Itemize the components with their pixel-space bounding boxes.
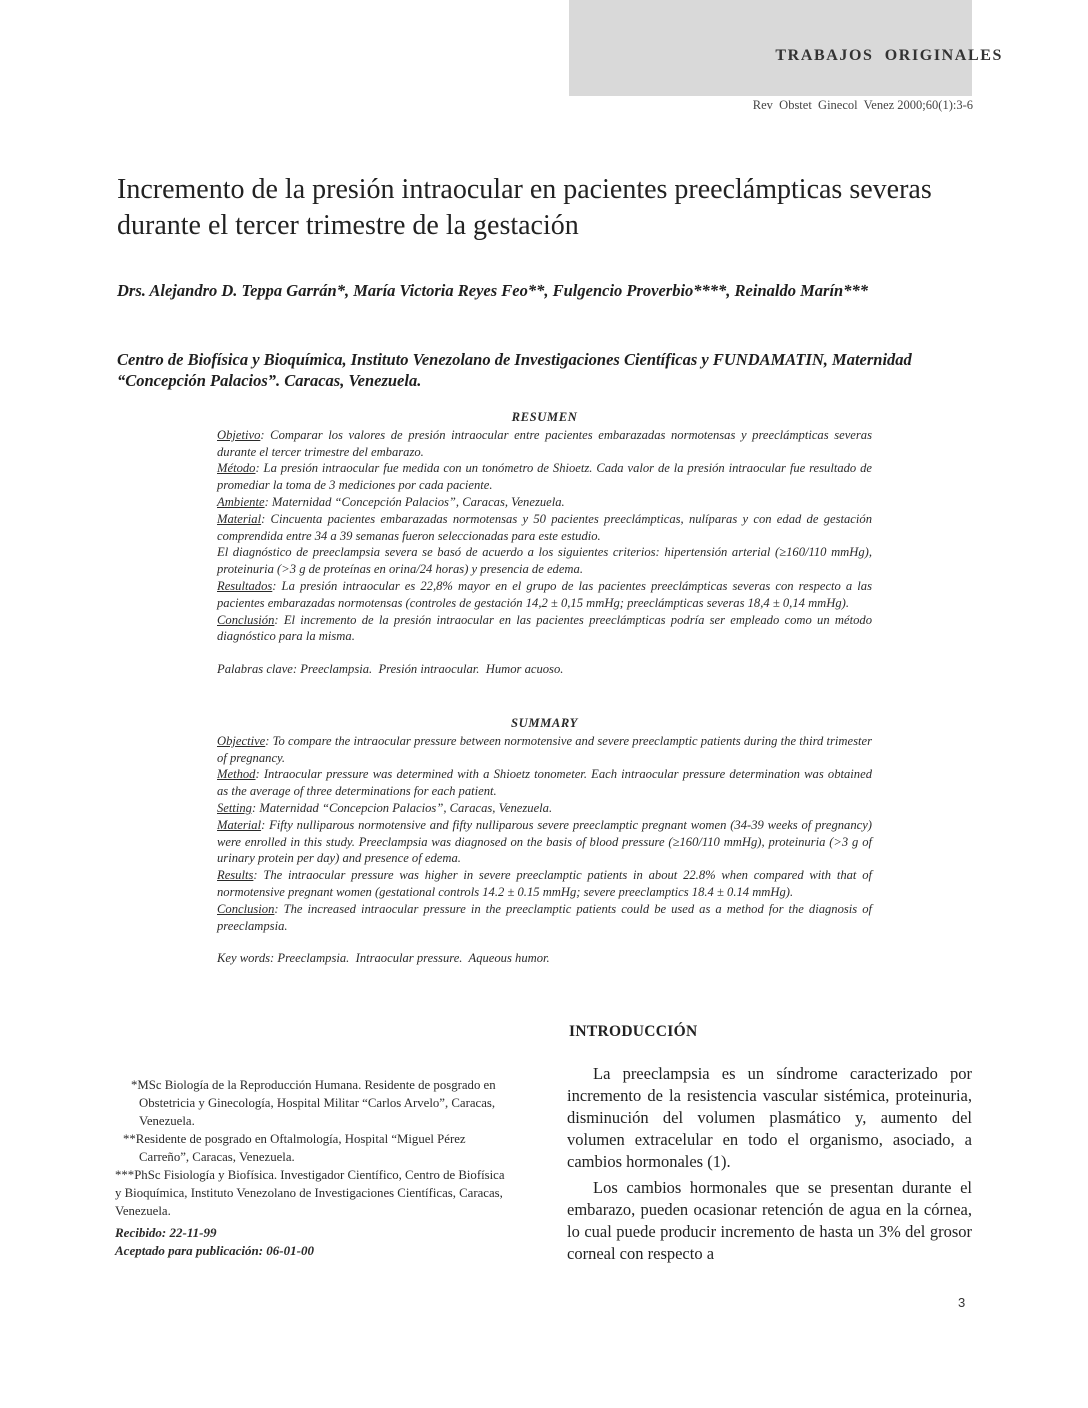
- resumen-metodo: [217, 460, 872, 494]
- received-date: Recibido: 22-11-99: [115, 1225, 217, 1240]
- resumen-ambiente-text: : Maternidad “Concepción Palacios”, Caracas, Venezuela.: [264, 494, 565, 509]
- summary-method-text: : Intraocular pressure was determined with a Shioetz tonometer. Each intraocular pressure determination was obtained as the average of three determinations for each patient.: [217, 767, 872, 799]
- journal-citation: Rev Obstet Ginecol Venez 2000;60(1):3-6: [752, 98, 973, 112]
- summary-conclusion-text: : The increased intraocular pressure in the preeclamptic patients could be used as a method for the diagnosis of preeclampsia.: [217, 901, 872, 933]
- submission-dates: [115, 1224, 314, 1259]
- resumen-ambiente-label: Ambiente: [217, 494, 265, 509]
- author-footnotes: [115, 1076, 510, 1220]
- summary-block: [217, 715, 872, 967]
- resumen-conclusion: [217, 612, 872, 646]
- summary-material-label: Material: [217, 817, 262, 832]
- resumen-objetivo-text: : Comparar los valores de presión intraocular entre pacientes embarazadas normotensas y preeclámpticas severas durante el tercer trimestre del embarazo.: [217, 427, 872, 459]
- introduction-heading: INTRODUCCIÓN: [569, 1023, 698, 1040]
- summary-setting-label: Setting: [217, 800, 252, 815]
- resumen-diagnostico-text: El diagnóstico de preeclampsia severa se basó de acuerdo a los siguientes criterios: hipertensión arterial (≥160/110 mmHg), proteinuria (>3 g de proteínas en orina/24 horas) y presencia de edema.: [217, 545, 872, 577]
- summary-setting-text: : Maternidad “Concepcion Palacios”, Caracas, Venezuela.: [251, 800, 553, 815]
- summary-material: [217, 817, 872, 867]
- resumen-keywords: Palabras clave: Preeclampsia. Presión intraocular. Humor acuoso.: [217, 662, 564, 677]
- summary-objective-label: Objective: [217, 733, 266, 748]
- footnote-2: **Residente de posgrado en Oftalmología, Hospital “Miguel Pérez Carreño”, Caracas, Venezuela.: [123, 1132, 466, 1164]
- resumen-objetivo-label: Objetivo: [217, 427, 261, 442]
- resumen-material-label: Material: [217, 511, 262, 526]
- resumen-conclusion-label: Conclusión: [217, 612, 275, 627]
- resumen-objetivo: [217, 427, 872, 461]
- resumen-material: [217, 511, 872, 545]
- resumen-heading: RESUMEN: [511, 410, 578, 424]
- resumen-conclusion-text: : El incremento de la presión intraocular en las pacientes preeclámpticas podría ser empleado como un método diagnóstico para la misma.: [217, 612, 872, 644]
- summary-method: [217, 766, 872, 800]
- page-number: 3: [958, 1295, 966, 1310]
- footnote-1: *MSc Biología de la Reproducción Humana. Residente de posgrado en Obstetricia y Ginecología, Hospital Militar “Carlos Arvelo”, Caracas, Venezuela.: [131, 1078, 496, 1128]
- resumen-diagnostico: [217, 544, 872, 578]
- summary-results-label: Results: [217, 868, 254, 883]
- introduction-paragraph-1: La preeclampsia es un síndrome caracterizado por incremento de la resistencia vascular sistémica, proteinuria, disminución del volumen plasmático y, aumento del volumen extracelular en todo el organismo, asociado, a cambios hormonales (1).: [567, 1064, 972, 1171]
- summary-conclusion-label: Conclusion: [217, 901, 275, 916]
- summary-material-text: : Fifty nulliparous normotensive and fifty nulliparous severe preeclamptic pregnant women (34-39 weeks of pregnancy) were enrolled in this study. Preeclampsia was diagnosed on the basis of blood pressure (≥160/110 mmHg), proteinuria (>3 g of urinary protein per day) and presence of edema.: [217, 817, 872, 866]
- accepted-date: Aceptado para publicación: 06-01-00: [115, 1242, 314, 1258]
- resumen-ambiente: [217, 494, 872, 511]
- summary-heading: SUMMARY: [511, 716, 578, 730]
- introduction-paragraph-2: Los cambios hormonales que se presentan durante el embarazo, pueden ocasionar retención de agua en la córnea, lo cual puede producir incremento de hasta un 3% del grosor corneal con respecto a: [567, 1178, 972, 1263]
- resumen-material-text: : Cincuenta pacientes embarazadas normotensas y 50 pacientes preeclámpticas, nulíparas y con edad de gestación comprendida entre 34 a 39 semanas fueron seleccionadas para este estudio.: [217, 511, 872, 543]
- article-title: Incremento de la presión intraocular en pacientes preeclámpticas severas durante el tercer trimestre de la gestación: [117, 174, 932, 241]
- resumen-resultados-label: Resultados: [217, 578, 273, 593]
- summary-keywords: Key words: Preeclampsia. Intraocular pressure. Aqueous humor.: [217, 951, 550, 966]
- resumen-resultados: [217, 578, 872, 612]
- summary-objective-text: : To compare the intraocular pressure between normotensive and severe preeclamptic patients during the third trimester of pregnancy.: [217, 733, 872, 765]
- summary-method-label: Method: [217, 767, 256, 782]
- summary-results-text: : The intraocular pressure was higher in severe preeclamptic patients in about 22.8% when compared with that of normotensive pregnant women (gestational controls 14.2 ± 0.15 mmHg; severe preeclamptics 18.4 ± 0.14 mmHg).: [217, 868, 872, 899]
- summary-setting: [217, 800, 872, 817]
- introduction-body: [567, 1063, 972, 1265]
- summary-results: [217, 867, 872, 901]
- summary-objective: [217, 733, 872, 767]
- resumen-resultados-text: : La presión intraocular es 22,8% mayor en el grupo de las pacientes preeclámpticas severas con respecto a las pacientes embarazadas normotensas (controles de gestación 14,2 ± 0,15 mmHg; preeclámpticas severas 18,4 ± 0,14 mmHg).: [217, 578, 872, 610]
- footnote-3: ***PhSc Fisiología y Biofísica. Investigador Científico, Centro de Biofísica y Bioquímica, Instituto Venezolano de Investigaciones Científicas, Caracas, Venezuela.: [115, 1168, 505, 1218]
- summary-conclusion: [217, 901, 872, 935]
- article-affiliation: Centro de Biofísica y Bioquímica, Instituto Venezolano de Investigaciones Científicas y FUNDAMATIN, Maternidad “Concepción Palacios”. Caracas, Venezuela.: [117, 350, 912, 390]
- resumen-block: [217, 409, 872, 678]
- resumen-metodo-label: Método: [217, 461, 256, 476]
- resumen-metodo-text: : La presión intraocular fue medida con un tonómetro de Shioetz. Cada valor de la presión intraocular fue resultado de promediar la toma de 3 mediciones por cada paciente.: [217, 461, 872, 493]
- article-authors: Drs. Alejandro D. Teppa Garrán*, María Victoria Reyes Feo**, Fulgencio Proverbio****, Reinaldo Marín***: [117, 281, 868, 300]
- section-label: TRABAJOS ORIGINALES: [775, 47, 1003, 64]
